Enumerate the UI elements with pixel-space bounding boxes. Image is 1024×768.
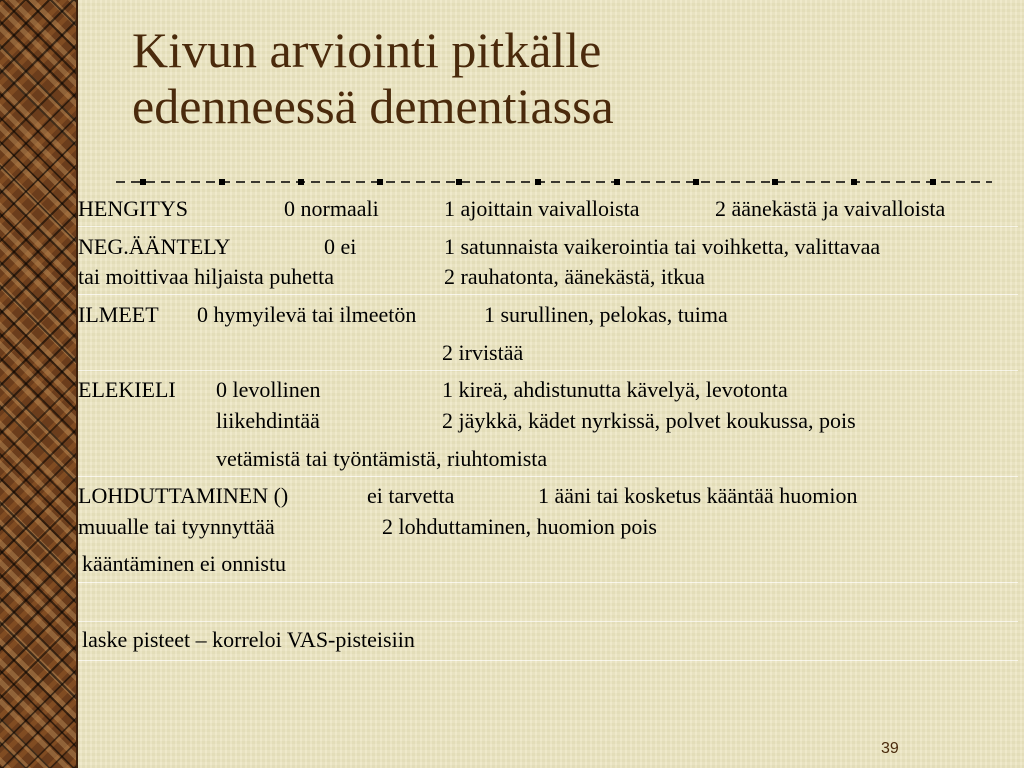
aantely-label: NEG.ÄÄNTELY (78, 234, 231, 259)
row-aantely (78, 234, 1018, 260)
row-ilmeet-cont (78, 340, 1018, 366)
divider-square (693, 179, 699, 185)
divider-square (140, 179, 146, 185)
decorative-strip (0, 0, 78, 768)
scoring-note: laske pisteet – korreloi VAS-pisteisiin (82, 627, 415, 652)
row-separator (78, 621, 1018, 622)
divider-square (456, 179, 462, 185)
note-line (78, 627, 1018, 653)
title-divider (116, 174, 992, 190)
elekieli-score-0: 0 levollinen (216, 377, 321, 402)
elekieli-score-1: 1 kireä, ahdistunutta kävelyä, levotonta (442, 377, 788, 402)
divider-square (930, 179, 936, 185)
title-line-1: Kivun arviointi pitkälle (132, 22, 602, 78)
aantely-score-2: 2 rauhatonta, äänekästä, itkua (444, 264, 705, 289)
aantely-score-1: 1 satunnaista vaikerointia tai voihketta, valittavaa (444, 234, 881, 259)
divider-square (377, 179, 383, 185)
elekieli-continuation-1: liikehdintää (216, 408, 320, 433)
slide-title (132, 22, 614, 134)
hengitys-score-0: 0 normaali (284, 196, 379, 221)
row-elekieli (78, 377, 1018, 403)
row-separator (78, 476, 1018, 477)
lohduttaminen-continuation-1: muualle tai tyynnyttää (78, 514, 275, 539)
ilmeet-score-0: 0 hymyilevä tai ilmeetön (197, 302, 417, 327)
title-line-2: edenneessä dementiassa (132, 78, 614, 134)
divider-square (614, 179, 620, 185)
elekieli-score-2: 2 jäykkä, kädet nyrkissä, polvet koukussa, pois (442, 408, 856, 433)
divider-square (772, 179, 778, 185)
divider-square (219, 179, 225, 185)
row-separator (78, 582, 1018, 583)
row-separator (78, 370, 1018, 371)
row-hengitys (78, 196, 1018, 222)
divider-square (851, 179, 857, 185)
ilmeet-score-1: 1 surullinen, pelokas, tuima (484, 302, 728, 327)
row-ilmeet (78, 302, 1018, 328)
lohduttaminen-score-2: 2 lohduttaminen, huomion pois (382, 514, 657, 539)
row-lohduttaminen-cont (78, 514, 1018, 540)
hengitys-score-2: 2 äänekästä ja vaivalloista (715, 196, 946, 221)
elekieli-continuation-2: vetämistä tai työntämistä, riuhtomista (216, 446, 548, 471)
hengitys-label: HENGITYS (78, 196, 188, 221)
row-separator (78, 294, 1018, 295)
lohduttaminen-continuation-2: kääntäminen ei onnistu (82, 551, 287, 576)
row-lohduttaminen (78, 483, 1018, 509)
row-separator (78, 660, 1018, 661)
ilmeet-score-2: 2 irvistää (442, 340, 524, 365)
row-separator (78, 226, 1018, 227)
lohduttaminen-score-0: ei tarvetta (367, 483, 455, 508)
aantely-continuation: tai moittivaa hiljaista puhetta (78, 264, 334, 289)
lohduttaminen-score-1: 1 ääni tai kosketus kääntää huomion (538, 483, 858, 508)
divider-square (298, 179, 304, 185)
row-elekieli-cont2 (78, 446, 1018, 472)
row-aantely-cont (78, 264, 1018, 290)
row-elekieli-cont (78, 408, 1018, 434)
lohduttaminen-label: LOHDUTTAMINEN () (78, 483, 289, 508)
hengitys-score-1: 1 ajoittain vaivalloista (444, 196, 640, 221)
page-number: 39 (881, 740, 899, 757)
ilmeet-label: ILMEET (78, 302, 159, 327)
aantely-score-0: 0 ei (324, 234, 357, 259)
divider-square (535, 179, 541, 185)
elekieli-label: ELEKIELI (78, 377, 176, 402)
row-lohduttaminen-cont2 (78, 551, 1018, 577)
